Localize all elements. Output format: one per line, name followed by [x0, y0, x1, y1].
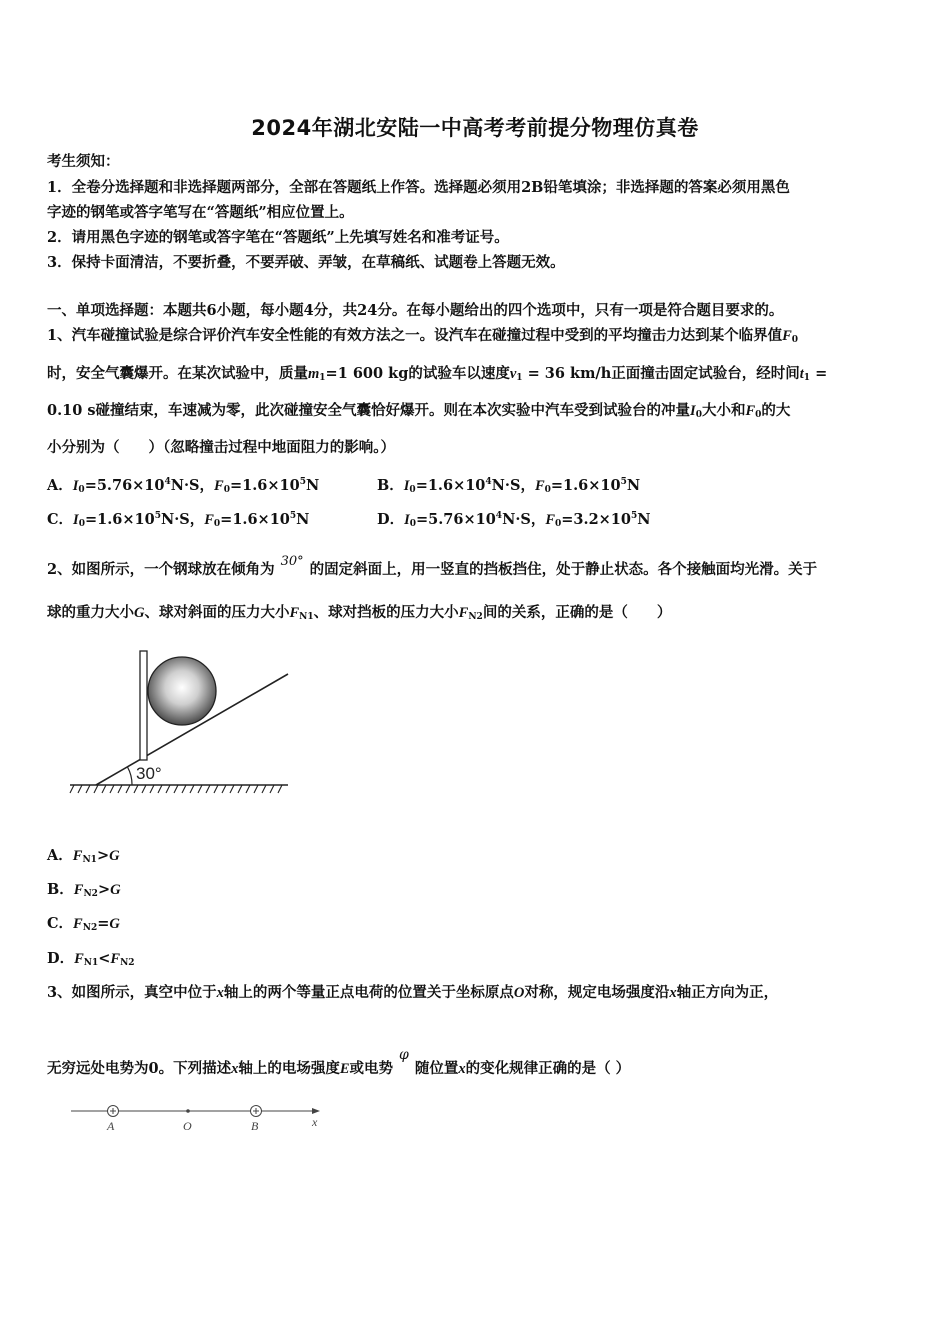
q1-option-d[interactable]: D．$I_0=5.76\times 10^4N\cdot S$，$F_0=3.2\times 10^5N$ [377, 511, 651, 529]
origin-dot [186, 1109, 190, 1113]
vertical-board [140, 651, 147, 760]
q2-option-a[interactable]: A．$F_{N1}>G$ [47, 847, 120, 865]
x-axis-arrow [312, 1108, 320, 1114]
label-b: B [251, 1119, 259, 1133]
figure-angle-label: 30° [136, 764, 162, 783]
q1-line-1: 1、汽车碰撞试验是综合评价汽车安全性能的有效方法之一。设汽车在碰撞过程中受到的平均撞击力达到某个临界值$F_0$ [47, 327, 799, 345]
q1-option-b[interactable]: B．$I_0=1.6\times 10^4N\cdot S$，$F_0=1.6\times 10^5N$ [377, 477, 641, 495]
ground-hatching [70, 785, 282, 793]
q1-line-2: 时，安全气囊爆开。在某次试验中，质量$m_1=1$ 600 kg的试验车以速度$v_1 = 36$ km/h正面撞击固定试验台，经时间$t_1$ = [47, 365, 828, 383]
notice-heading: 考生须知： [47, 153, 120, 170]
notice-line-1b: 字迹的钢笔或答字笔写在“答题纸”相应位置上。 [47, 204, 354, 221]
q2-option-c[interactable]: C．$F_{N2}=G$ [47, 915, 120, 933]
charge-a [108, 1106, 119, 1117]
page-title: 2024年湖北安陆一中高考考前提分物理仿真卷 [251, 116, 699, 140]
incline-ball-figure [66, 645, 298, 800]
notice-line-1a: 1．全卷分选择题和非选择题两部分，全部在答题纸上作答。选择题必须用2B铅笔填涂；非选择题的答案必须用黑色 [47, 179, 790, 196]
q1-option-a[interactable]: A．$I_0=5.76\times 10^4N\cdot S$，$F_0=1.6\times 10^5N$ [47, 477, 320, 495]
q3-line-1: 3、如图所示，真空中位于x轴上的两个等量正点电荷的位置关于坐标原点O对称，规定电场强度沿x轴正方向为正， [47, 984, 779, 1001]
q2-line-1: 2、如图所示，一个钢球放在倾角为 30° 的固定斜面上，用一竖直的挡板挡住，处于静止状态。各个接触面均光滑。关于 [47, 554, 818, 578]
label-o: O [183, 1119, 192, 1133]
angle-arc [128, 767, 133, 785]
label-a: A [107, 1119, 115, 1133]
q2-option-b[interactable]: B．$F_{N2}>G$ [47, 881, 121, 899]
q2-line-2: 球的重力大小G、球对斜面的压力大小$F_{N1}$、球对挡板的压力大小$F_{N2}$间的关系，正确的是（ ） [47, 604, 672, 622]
q2-inline-angle: 30° [280, 554, 304, 569]
x-axis-figure [66, 1098, 328, 1138]
section-heading: 一、单项选择题：本题共6小题，每小题4分，共24分。在每小题给出的四个选项中，只有一项是符合题目要求的。 [47, 302, 784, 319]
q1-line-4: 小分别为（ ）（忽略撞击过程中地面阻力的影响。） [47, 439, 395, 456]
notice-line-2: 2．请用黑色字迹的钢笔或答字笔在“答题纸”上先填写姓名和准考证号。 [47, 229, 509, 246]
q3-line-2: 无穷远处电势为0。下列描述x轴上的电场强度E或电势φ随位置x的变化规律正确的是（ ） [47, 1047, 631, 1077]
phi-symbol: φ [399, 1047, 409, 1063]
q1-option-c[interactable]: C．$I_0=1.6\times 10^5N\cdot S$，$F_0=1.6\times 10^5N$ [47, 511, 310, 529]
steel-ball [148, 657, 216, 725]
q2-option-d[interactable]: D．$F_{N1}<F_{N2}$ [47, 950, 135, 968]
label-x: x [312, 1115, 318, 1129]
charge-b [251, 1106, 262, 1117]
q1-line-3: 0.10 s碰撞结束，车速减为零，此次碰撞安全气囊恰好爆开。则在本次实验中汽车受到试验台的冲量$I_0$大小和$F_0$的大 [47, 402, 791, 420]
notice-line-3: 3．保持卡面清洁，不要折叠，不要弄破、弄皱，在草稿纸、试题卷上答题无效。 [47, 254, 565, 271]
